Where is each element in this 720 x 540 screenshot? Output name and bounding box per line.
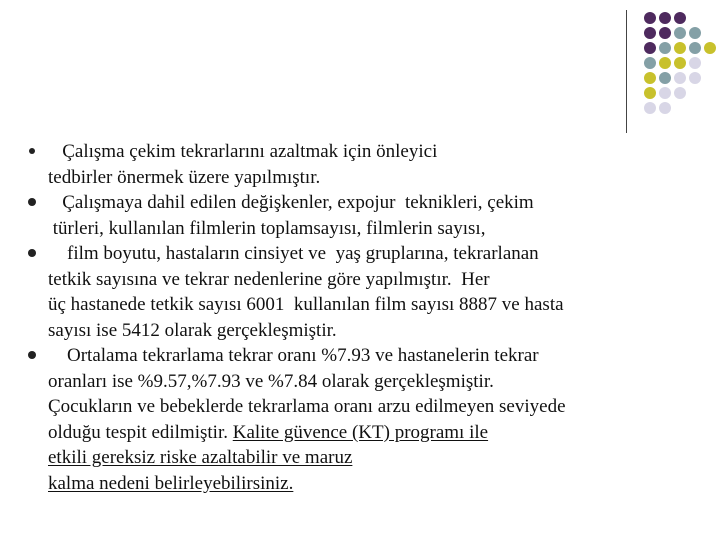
dot [674,72,686,84]
dot [674,27,686,39]
dot [674,42,686,54]
bullet-line: tetkik sayısına ve tekrar nedenlerine göre yapılmıştır. Her [48,268,490,290]
bullet-line: Ortalama tekrarlama tekrar oranı %7.93 ve hastanelerin tekrar [48,345,539,366]
dot [644,57,656,69]
bullet-icon [29,148,35,154]
bullet-line: film boyutu, hastaların cinsiyet ve yaş gruplarına, tekrarlanan [48,243,539,264]
dot [659,72,671,84]
bullet-icon [28,351,36,359]
bullet-line: sayısı ise 5412 olarak gerçekleşmiştir. [48,319,337,341]
bullet-icon [28,249,36,257]
bullet-item [28,190,708,241]
bullet-text: olduğu tespit edilmiştir. [48,421,233,443]
bullet-item [28,343,708,496]
vertical-divider [626,10,627,133]
dot [644,87,656,99]
decorative-dot-grid [640,8,720,118]
dot [689,27,701,39]
dot [659,27,671,39]
dot [689,57,701,69]
dot [659,102,671,114]
dot [674,57,686,69]
dot [659,87,671,99]
dot [689,72,701,84]
dot [644,42,656,54]
bullet-list [28,139,708,496]
dot [659,12,671,24]
underlined-line: etkili gereksiz riske azaltabilir ve maruz [48,447,353,468]
dot [659,57,671,69]
bullet-item [28,241,708,343]
bullet-line: türleri, kullanılan filmlerin toplamsayısı, filmlerin sayısı, [48,217,486,239]
dot [674,12,686,24]
bullet-line: üç hastanede tetkik sayısı 6001 kullanılan film sayısı 8887 ve hasta [48,294,564,315]
bullet-line [28,420,708,446]
dot [644,27,656,39]
dot [644,12,656,24]
dot [689,42,701,54]
dot [704,42,716,54]
bullet-icon [28,198,36,206]
bullet-line: Çocukların ve bebeklerde tekrarlama oranı arzu edilmeyen seviyede [48,396,566,417]
bullet-item [28,139,708,190]
dot [644,72,656,84]
underlined-text: Kalite güvence (KT) programı ile [232,421,489,443]
bullet-line: oranları ise %9.57,%7.93 ve %7.84 olarak gerçekleşmiştir. [48,370,494,392]
bullet-line: tedbirler önermek üzere yapılmıştır. [48,166,321,188]
dot [659,42,671,54]
bullet-line: Çalışma çekim tekrarlarını azaltmak için önleyici [48,141,438,162]
bullet-line: Çalışmaya dahil edilen değişkenler, expojur teknikleri, çekim [48,192,534,213]
dot [674,87,686,99]
dot [644,102,656,114]
underlined-line: kalma nedeni belirleyebilirsiniz. [48,472,294,494]
